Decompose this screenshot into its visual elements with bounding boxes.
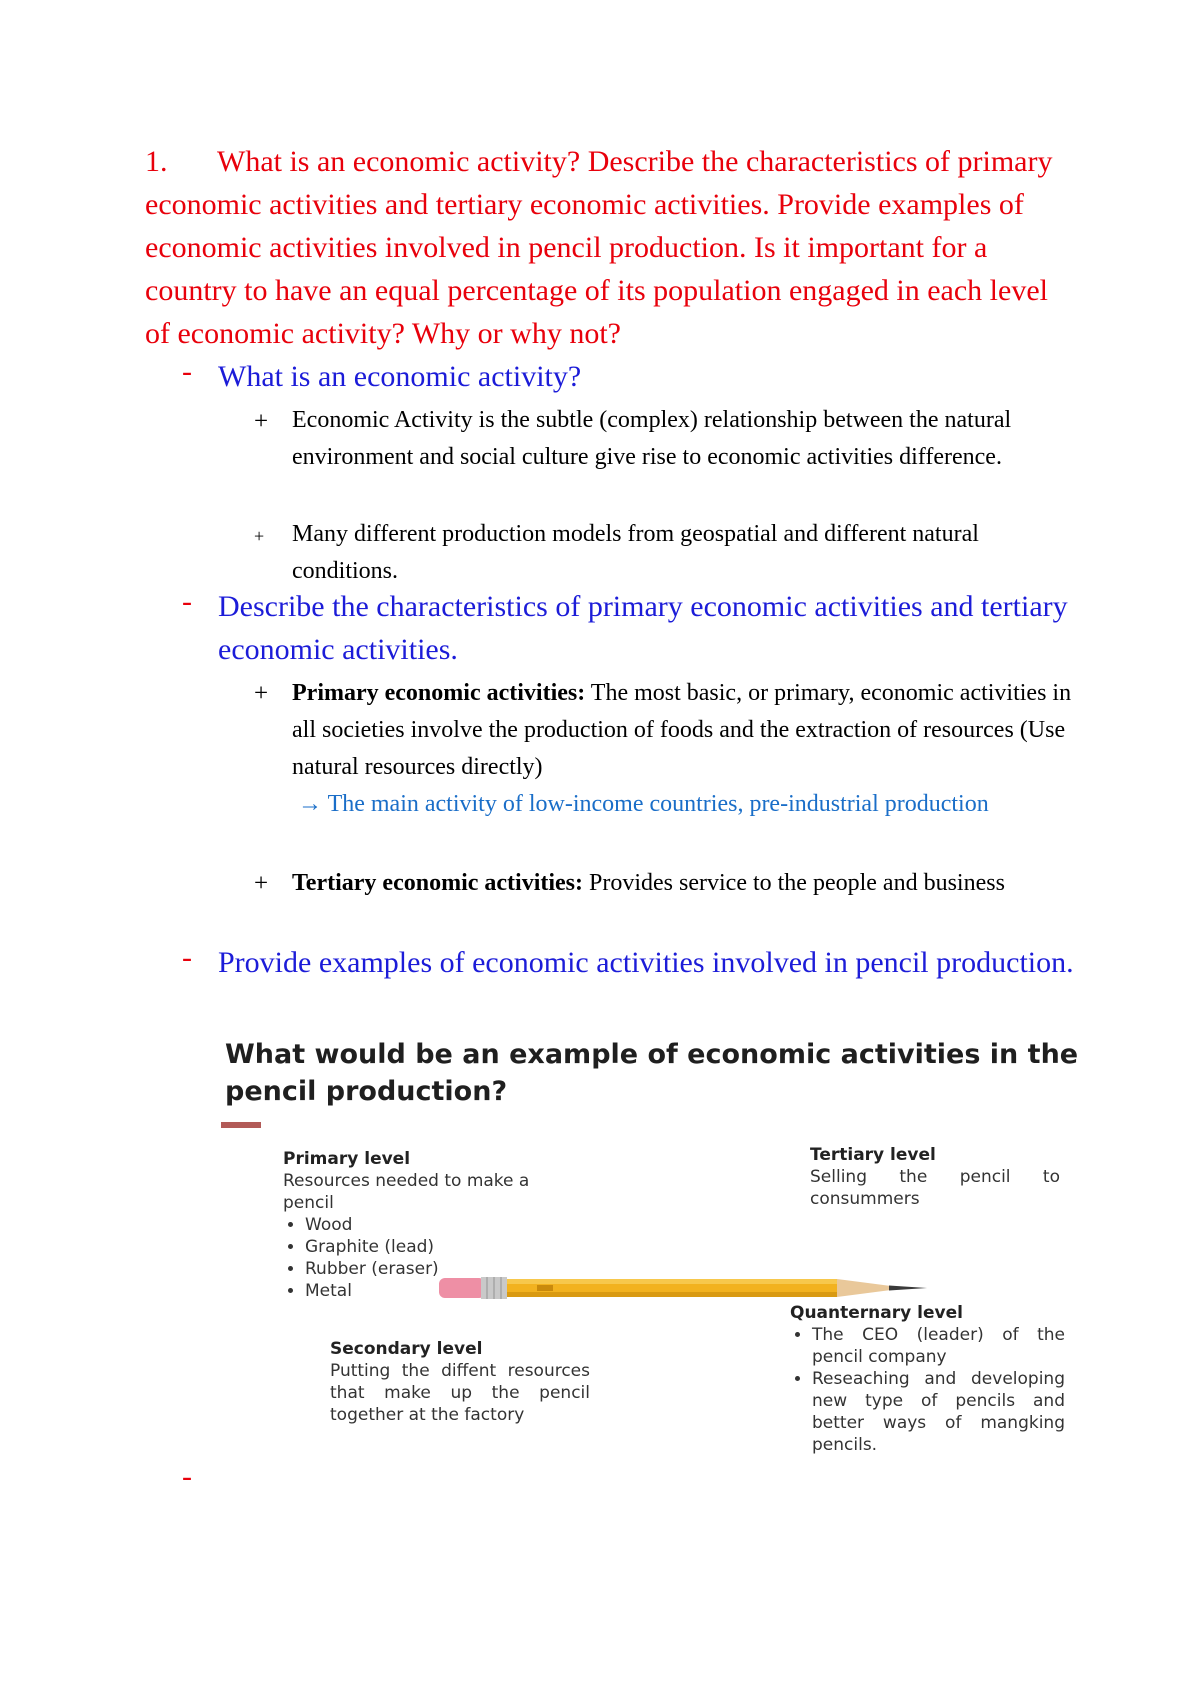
plus-bullet-marker: + bbox=[254, 680, 269, 707]
quaternary-level-list bbox=[790, 1324, 1065, 1456]
tertiary-level-box bbox=[810, 1144, 1060, 1210]
primary-level-desc: Resources needed to make a pencil bbox=[283, 1171, 530, 1213]
bullet-primary-activities bbox=[292, 675, 1072, 823]
title-accent-bar bbox=[221, 1122, 261, 1128]
plus-bullet-marker: + bbox=[254, 870, 269, 897]
tertiary-level-desc: Selling the pencil to consummers bbox=[810, 1167, 1060, 1209]
pencil-lead bbox=[889, 1286, 927, 1291]
section-dash: - bbox=[182, 585, 192, 618]
question-paragraph bbox=[145, 140, 1075, 355]
tertiary-level-heading: Tertiary level bbox=[810, 1145, 936, 1165]
primary-level-heading: Primary level bbox=[283, 1149, 411, 1169]
pencil-eraser bbox=[439, 1278, 485, 1298]
quaternary-level-box bbox=[790, 1302, 1065, 1456]
list-item: • Graphite (lead) bbox=[305, 1236, 553, 1258]
primary-activities-text: The most basic, or primary, economic activities in all societies involve the production of foods and the extraction of resources (Use natural resources directly) bbox=[292, 680, 1072, 780]
list-item: • Metal bbox=[305, 1280, 553, 1302]
section-dash: - bbox=[182, 355, 192, 388]
quaternary-level-heading: Quanternary level bbox=[790, 1303, 963, 1323]
pencil-production-figure bbox=[215, 1030, 1095, 1490]
tertiary-activities-label: Tertiary economic activities: bbox=[292, 870, 584, 896]
question-number: 1. bbox=[145, 145, 168, 178]
list-item: • Wood bbox=[305, 1214, 553, 1236]
secondary-level-box bbox=[330, 1338, 590, 1426]
list-item: • Rubber (eraser) bbox=[305, 1258, 553, 1280]
pencil-illustration bbox=[437, 1270, 937, 1306]
tertiary-activities-text: Provides service to the people and business bbox=[583, 870, 1005, 896]
question-text: What is an economic activity? Describe the characteristics of primary economic activities and tertiary economic activities. Provide examples of economic activities involved in pencil production. Is it important for a country to have an equal percentage of its population engaged in each level of economic activity? Why or why not? bbox=[145, 145, 1053, 350]
bullet-tertiary-activities bbox=[292, 865, 1072, 902]
trailing-dash: - bbox=[182, 1460, 192, 1493]
list-item: • The CEO (leader) of the pencil company bbox=[812, 1324, 1065, 1368]
secondary-level-desc: Putting the diffent resources that make up the pencil together at the factory bbox=[330, 1361, 590, 1425]
section-heading-pencil-examples: Provide examples of economic activities involved in pencil production. bbox=[218, 946, 1074, 979]
list-item: • Reseaching and developing new type of pencils and better ways of mangking pencils. bbox=[812, 1368, 1065, 1456]
secondary-level-heading: Secondary level bbox=[330, 1339, 483, 1359]
section-heading-characteristics: Describe the characteristics of primary economic activities and tertiary economic activities. bbox=[218, 590, 1068, 666]
primary-activities-label: Primary economic activities: bbox=[292, 680, 586, 706]
figure-title: What would be an example of economic activities in the pencil production? bbox=[225, 1039, 1079, 1107]
plus-bullet-marker: + bbox=[254, 526, 265, 546]
section-heading-economic-activity: What is an economic activity? bbox=[218, 360, 582, 393]
bullet-definition: Economic Activity is the subtle (complex) relationship between the natural environment and social culture give rise to economic activities difference. bbox=[292, 407, 1012, 470]
section-dash: - bbox=[182, 941, 192, 974]
primary-activities-note: → The main activity of low-income countries, pre-industrial production bbox=[298, 791, 989, 817]
plus-bullet-marker: + bbox=[254, 408, 269, 435]
bullet-production-models: Many different production models from geospatial and different natural conditions. bbox=[292, 521, 979, 584]
